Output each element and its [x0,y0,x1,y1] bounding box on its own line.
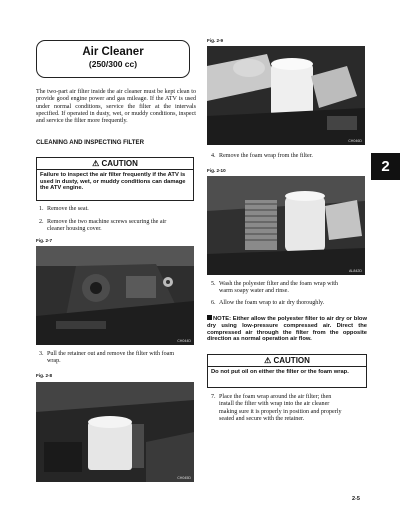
intro-paragraph: The two-part air filter inside the air cleaner must be kept clean to provide good engine power and gas mileage. If the ATV is used under normal conditions, service the filter at the intervals specified. If operated in dusty, wet, or muddy conditions, inspect and service the filter more frequently. [36,89,196,125]
section-heading: CLEANING AND INSPECTING FILTER [36,139,144,146]
note-square-icon [207,315,212,320]
step-text-line2: cleaner housing cover. [47,226,102,233]
step-5 [211,281,371,296]
step-number: 2. [39,219,44,225]
step-number: 5. [211,281,216,287]
caution-title-2: CAUTION [273,356,310,365]
step-number: 4. [211,153,216,159]
note-text: Either allow the polyester filter to air dry or blow dry using low-pressure compressed air. Direct the compressed air through the filter from the opposite direction as normal operation air flow. [207,316,367,343]
figure-2-10-photo [207,176,365,275]
page-title: Air Cleaner [82,46,144,58]
caution-box-1 [36,157,194,201]
step-text: Allow the foam wrap to air dry thoroughly. [219,300,325,306]
figure-2-9-photo [207,46,365,145]
step-text: Remove the foam wrap from the filter. [219,153,313,159]
step-6 [211,300,371,308]
warning-triangle-icon: ⚠ [92,159,100,168]
step-text-line2: warm soapy water and rinse. [219,288,289,295]
caution-text-2: Do not put oil on either the filter or the foam wrap. [211,369,349,375]
caution-text-1: Failure to inspect the air filter frequently if the ATV is used in dusty, wet, or muddy conditions can damage the ATV engine. [40,172,186,192]
step-text-line2: install the filter with wrap into the air cleaner [219,401,330,408]
caution-box-2 [207,354,367,388]
step-number: 6. [211,300,216,306]
caution-header-2 [208,355,366,367]
step-1 [39,206,199,214]
step-text-line1: Remove the two machine screws securing the air [47,219,167,225]
caution-header-1 [37,158,193,170]
figure-label-2-8: Fig. 2-8 [36,373,53,378]
step-text-line1: Wash the polyester filter and the foam wrap with [219,281,338,287]
caution-title-1: CAUTION [101,159,138,168]
step-4 [211,153,369,161]
figure-code-2-10: AL842D [349,269,362,273]
title-box [36,40,190,78]
figure-label-2-9: Fig. 2-9 [207,38,224,43]
page-number: 2-5 [352,496,360,502]
step-number: 1. [39,206,44,212]
page-subtitle: (250/300 cc) [88,59,138,69]
step-text-line4: seated and secure with the retainer. [219,415,305,422]
figure-code-2-8: CH045D [177,476,191,480]
step-text: Remove the seat. [47,206,89,212]
step-number: 3. [39,351,44,357]
note-label: NOTE: [213,316,232,322]
step-text-line1: Pull the retainer out and remove the filter with foam [47,351,175,357]
warning-triangle-icon: ⚠ [264,356,272,365]
step-7 [211,394,373,424]
figure-label-2-10: Fig. 2-10 [207,168,226,173]
figure-code-2-9: CH046D [348,139,362,143]
note-paragraph [207,315,367,343]
figure-2-8-photo [36,382,194,482]
step-2 [39,219,199,234]
figure-code-2-7: CH044D [177,339,191,343]
step-3 [39,351,201,366]
chapter-tab: 2 [371,153,400,180]
step-number: 7. [211,394,216,400]
figure-label-2-7: Fig. 2-7 [36,238,53,243]
step-text-line3: making sure it is properly in position and properly [219,408,342,415]
step-text-line2: wrap. [47,358,61,365]
figure-2-7-photo [36,246,194,345]
step-text-line1: Place the foam wrap around the air filter; then [219,394,332,400]
